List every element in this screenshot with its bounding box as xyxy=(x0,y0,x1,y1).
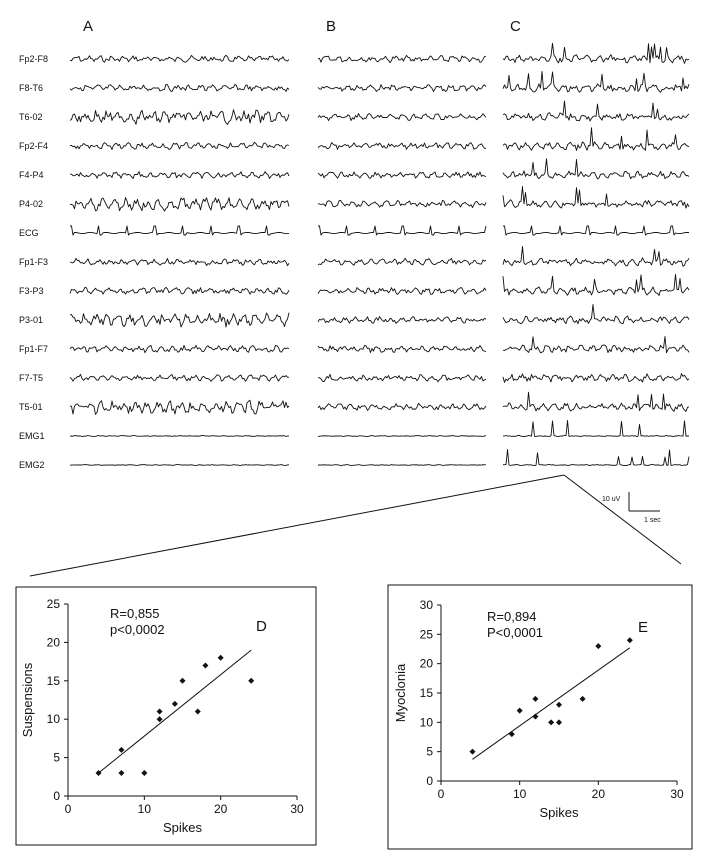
eeg-trace xyxy=(70,172,289,179)
channel-label: EMG1 xyxy=(19,431,45,441)
x-tick-label: 20 xyxy=(213,802,228,816)
channel-labels xyxy=(19,54,48,470)
y-tick-label: 15 xyxy=(46,673,60,688)
channel-label: F8-T6 xyxy=(19,83,44,93)
eeg-trace xyxy=(503,43,689,63)
data-point xyxy=(556,719,562,725)
channel-label: EMG2 xyxy=(19,460,45,470)
eeg-trace xyxy=(70,198,289,212)
eeg-trace xyxy=(70,142,289,149)
data-point xyxy=(627,637,633,643)
y-tick-label: 30 xyxy=(419,598,433,612)
y-axis-label: Myoclonia xyxy=(393,663,408,723)
chart-d-frame xyxy=(16,587,316,845)
y-tick-label: 5 xyxy=(53,750,60,765)
channel-label: F3-P3 xyxy=(19,286,44,296)
y-tick-label: 20 xyxy=(46,635,60,650)
y-tick-label: 0 xyxy=(53,789,60,803)
data-point xyxy=(195,709,201,715)
channel-label: Fp1-F7 xyxy=(19,344,49,354)
eeg-trace xyxy=(70,313,289,328)
eeg-trace xyxy=(70,374,289,381)
data-point xyxy=(548,719,554,725)
x-tick-label: 10 xyxy=(137,802,152,816)
data-point xyxy=(532,713,538,719)
channel-label: P3-01 xyxy=(19,315,44,325)
x-axis-label: Spikes xyxy=(539,805,579,820)
eeg-trace xyxy=(318,143,486,150)
y-tick-label: 0 xyxy=(426,774,433,788)
data-point xyxy=(469,749,475,755)
y-tick-label: 5 xyxy=(426,744,433,759)
y-tick-label: 20 xyxy=(419,656,433,671)
x-axis-label: Spikes xyxy=(162,820,203,835)
eeg-trace xyxy=(503,128,689,151)
data-point xyxy=(218,655,224,661)
data-point xyxy=(202,662,208,668)
eeg-trace xyxy=(318,317,486,324)
scale-bar xyxy=(602,492,661,524)
panel-label-c: C xyxy=(510,18,521,35)
panel-label: E xyxy=(638,619,649,636)
eeg-trace xyxy=(503,421,689,437)
y-axis-label: Suspensions xyxy=(20,662,35,738)
data-point xyxy=(118,747,124,753)
eeg-trace xyxy=(70,84,289,91)
stat-r-label: R=0,894 xyxy=(487,609,537,624)
channel-label: F7-T5 xyxy=(19,373,44,383)
eeg-trace xyxy=(70,55,289,62)
y-tick-label: 25 xyxy=(46,597,60,611)
data-point xyxy=(517,708,523,714)
eeg-trace xyxy=(503,226,689,235)
eeg-trace xyxy=(318,346,486,353)
eeg-trace xyxy=(70,258,289,265)
x-tick-label: 0 xyxy=(437,787,445,801)
eeg-trace xyxy=(503,450,689,466)
data-point xyxy=(180,678,186,684)
eeg-trace xyxy=(70,465,289,466)
panel-label-a: A xyxy=(83,18,94,35)
data-point xyxy=(509,731,515,737)
channel-label: T6-02 xyxy=(19,112,43,122)
eeg-traces xyxy=(70,43,689,465)
channel-label: ECG xyxy=(19,228,39,238)
stat-r-label: R=0,855 xyxy=(110,606,160,621)
channel-label: Fp2-F4 xyxy=(19,141,49,151)
eeg-trace xyxy=(503,72,689,93)
data-point xyxy=(157,716,163,722)
x-tick-label: 30 xyxy=(290,802,304,816)
eeg-trace xyxy=(318,465,486,466)
y-tick-label: 10 xyxy=(46,712,60,727)
eeg-trace xyxy=(70,226,289,235)
panel-label: D xyxy=(256,618,267,635)
data-point xyxy=(248,678,254,684)
chart-e xyxy=(393,598,684,820)
data-point xyxy=(595,643,601,649)
y-tick-label: 25 xyxy=(419,627,433,642)
channel-label: Fp1-F3 xyxy=(19,257,49,267)
x-tick-label: 30 xyxy=(670,787,684,801)
eeg-trace xyxy=(70,436,289,437)
channel-label: F4-P4 xyxy=(19,170,44,180)
x-tick-label: 0 xyxy=(64,802,72,816)
eeg-trace xyxy=(318,85,486,92)
eeg-trace xyxy=(503,305,689,324)
eeg-trace xyxy=(503,337,689,353)
stat-p-label: p<0,0002 xyxy=(110,622,165,637)
chart-d xyxy=(20,597,304,835)
regression-line xyxy=(99,650,252,773)
eeg-trace xyxy=(318,55,486,62)
x-tick-label: 20 xyxy=(591,787,606,801)
y-tick-label: 10 xyxy=(419,715,433,730)
data-point xyxy=(580,696,586,702)
eeg-trace xyxy=(70,400,289,414)
panel-label-b: B xyxy=(326,18,337,35)
data-point xyxy=(172,701,178,707)
eeg-trace xyxy=(503,274,689,295)
eeg-trace xyxy=(70,345,289,352)
eeg-trace xyxy=(503,392,689,411)
eeg-trace xyxy=(503,187,689,209)
eeg-trace xyxy=(503,374,689,383)
y-tick-label: 15 xyxy=(419,686,433,700)
eeg-trace xyxy=(318,288,486,295)
data-point xyxy=(118,770,124,776)
x-tick-label: 10 xyxy=(512,787,527,801)
channel-label: Fp2-F8 xyxy=(19,54,49,64)
scale-amplitude-label: 10 uV xyxy=(602,496,621,503)
scale-time-label: 1 sec xyxy=(644,517,661,524)
channel-label: T5-01 xyxy=(19,402,43,412)
stat-p-label: P<0,0001 xyxy=(487,625,544,640)
eeg-trace xyxy=(318,226,486,235)
eeg-trace xyxy=(318,374,486,381)
channel-label: P4-02 xyxy=(19,199,44,209)
eeg-trace xyxy=(70,110,289,125)
eeg-trace xyxy=(503,159,689,179)
eeg-trace xyxy=(70,287,289,294)
eeg-trace xyxy=(318,200,486,207)
eeg-trace xyxy=(318,403,486,410)
eeg-trace xyxy=(318,172,486,178)
eeg-trace xyxy=(318,114,486,121)
zoom-line-left xyxy=(30,475,564,576)
eeg-trace xyxy=(503,101,689,121)
data-point xyxy=(532,696,538,702)
data-point xyxy=(157,709,163,715)
regression-line xyxy=(472,648,629,759)
zoom-line-right xyxy=(564,475,681,564)
data-point xyxy=(141,770,147,776)
eeg-trace xyxy=(318,258,486,265)
data-point xyxy=(556,702,562,708)
eeg-trace xyxy=(503,247,689,267)
eeg-trace xyxy=(318,436,486,437)
